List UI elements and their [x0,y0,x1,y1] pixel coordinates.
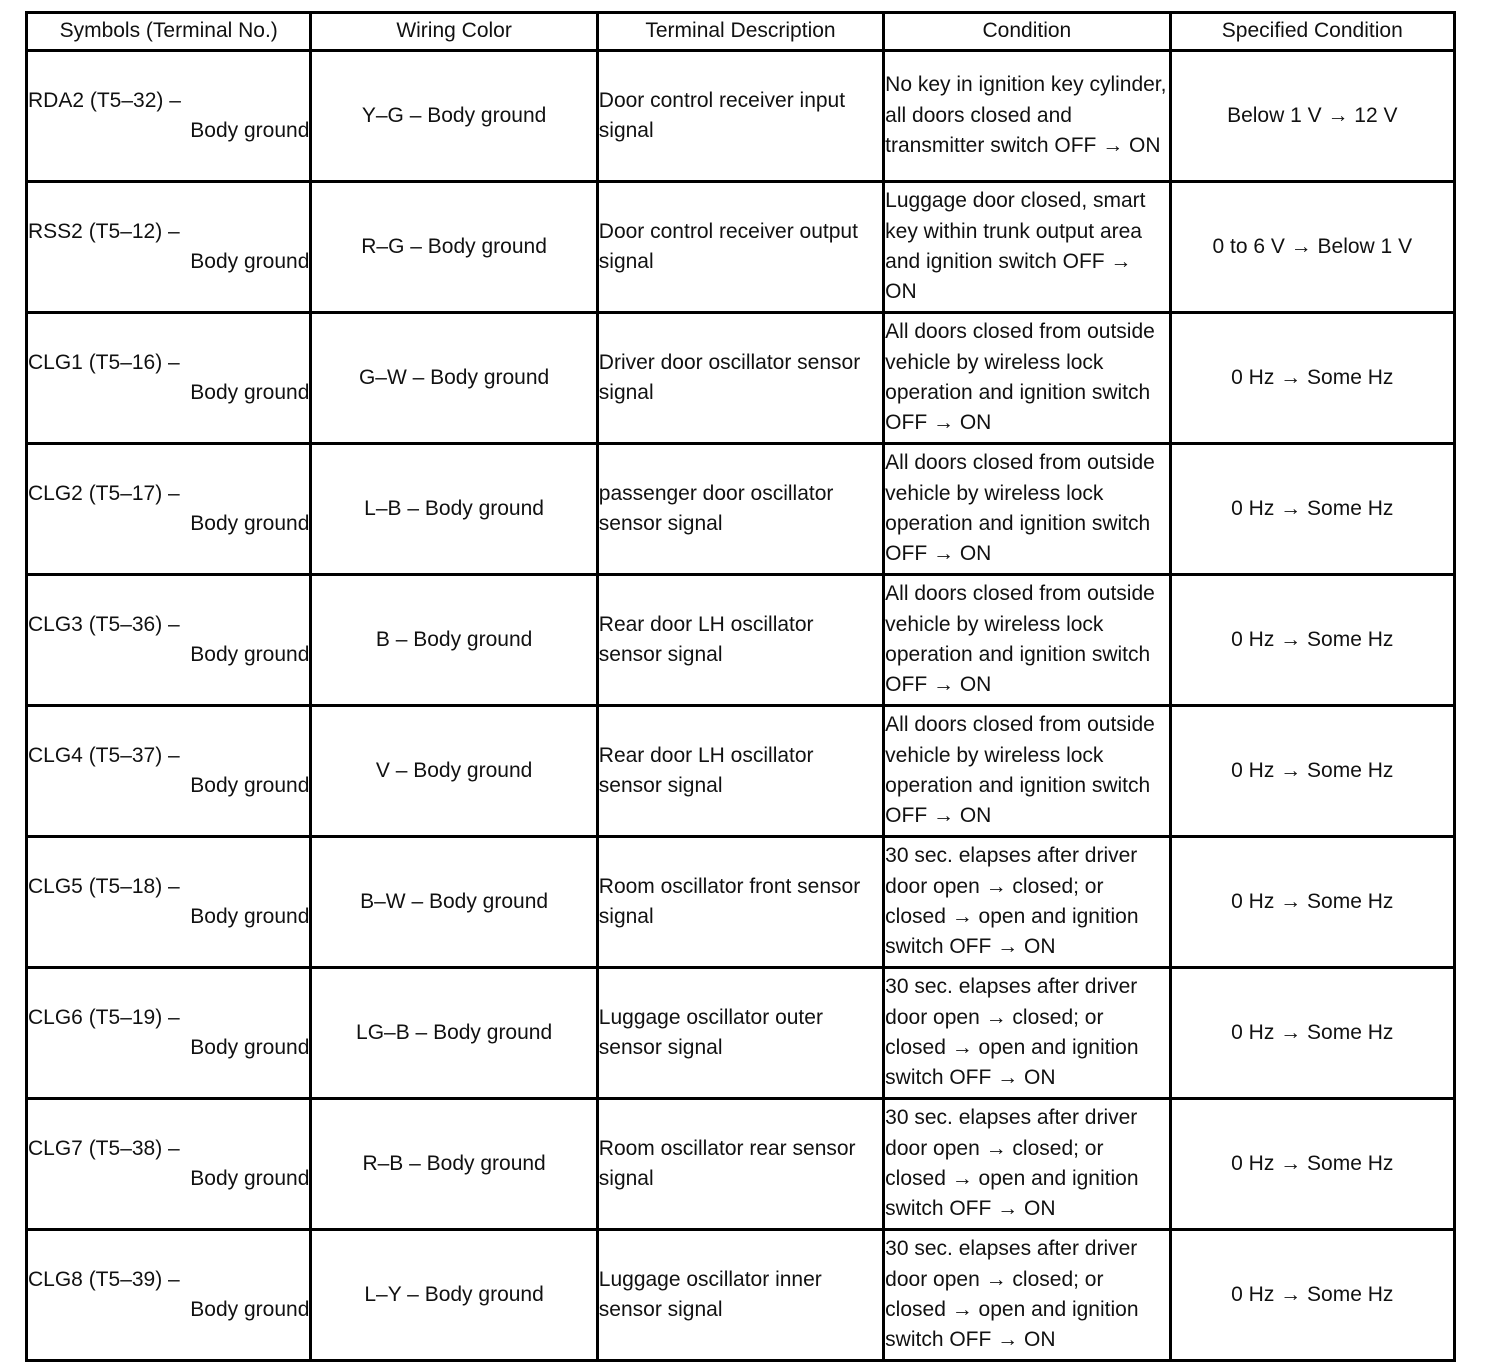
symbol-terminal: CLG3 (T5–36) – [28,612,180,636]
condition-cell: 30 sec. elapses after driver door open → closed; or closed → open and ignition switch OFF → ON [884,837,1170,968]
symbol-terminal: RDA2 (T5–32) – [28,88,181,112]
condition-cell: No key in ignition key cylinder, all doors closed and transmitter switch OFF → ON [884,51,1170,182]
specified-condition-cell: 0 Hz → Some Hz [1170,575,1454,706]
table-row [27,575,1455,706]
wiring-color-cell: V – Body ground [311,706,597,837]
wiring-color-cell: L–B – Body ground [311,444,597,575]
description-cell: Room oscillator rear sensor signal [597,1099,883,1230]
description-cell: Luggage oscillator outer sensor signal [597,968,883,1099]
table-row [27,182,1455,313]
symbol-terminal: RSS2 (T5–12) – [28,219,180,243]
header-row [27,13,1455,51]
symbol-cell [27,1099,311,1230]
description-cell: Rear door LH oscillator sensor signal [597,706,883,837]
specified-condition-cell: 0 to 6 V → Below 1 V [1170,182,1454,313]
specified-condition-cell: 0 Hz → Some Hz [1170,706,1454,837]
symbol-cell [27,182,311,313]
wiring-color-cell: B–W – Body ground [311,837,597,968]
wiring-color-cell: LG–B – Body ground [311,968,597,1099]
description-cell: Room oscillator front sensor signal [597,837,883,968]
symbol-cell [27,968,311,1099]
description-cell: Door control receiver input signal [597,51,883,182]
specified-condition-cell: 0 Hz → Some Hz [1170,313,1454,444]
header-specified-condition: Specified Condition [1170,13,1454,51]
table-row [27,444,1455,575]
condition-cell: All doors closed from outside vehicle by wireless lock operation and ignition switch OFF → ON [884,313,1170,444]
symbol-ground: Body ground [190,250,310,273]
specified-condition-cell: 0 Hz → Some Hz [1170,837,1454,968]
symbol-cell [27,706,311,837]
table-row [27,1230,1455,1361]
symbol-ground: Body ground [190,381,310,404]
specified-condition-cell: 0 Hz → Some Hz [1170,1230,1454,1361]
description-cell: Rear door LH oscillator sensor signal [597,575,883,706]
specified-condition-cell: 0 Hz → Some Hz [1170,968,1454,1099]
symbol-terminal: CLG7 (T5–38) – [28,1136,180,1160]
condition-cell: All doors closed from outside vehicle by wireless lock operation and ignition switch OFF → ON [884,575,1170,706]
symbol-terminal: CLG8 (T5–39) – [28,1267,180,1291]
symbol-ground: Body ground [190,774,310,797]
table-row [27,313,1455,444]
header-terminal-description: Terminal Description [597,13,883,51]
symbol-terminal: CLG5 (T5–18) – [28,874,180,898]
symbol-cell [27,444,311,575]
wiring-color-cell: G–W – Body ground [311,313,597,444]
header-symbols: Symbols (Terminal No.) [27,13,311,51]
condition-cell: Luggage door closed, smart key within trunk output area and ignition switch OFF → ON [884,182,1170,313]
symbol-cell [27,313,311,444]
wiring-color-cell: Y–G – Body ground [311,51,597,182]
table-row [27,1099,1455,1230]
symbol-ground: Body ground [190,119,310,142]
condition-cell: All doors closed from outside vehicle by wireless lock operation and ignition switch OFF → ON [884,706,1170,837]
symbol-terminal: CLG1 (T5–16) – [28,350,180,374]
description-cell: Door control receiver output signal [597,182,883,313]
symbol-ground: Body ground [190,1298,310,1321]
symbol-ground: Body ground [190,643,310,666]
condition-cell: 30 sec. elapses after driver door open → closed; or closed → open and ignition switch OFF → ON [884,1230,1170,1361]
symbol-terminal: CLG2 (T5–17) – [28,481,180,505]
symbol-ground: Body ground [190,512,310,535]
condition-cell: All doors closed from outside vehicle by wireless lock operation and ignition switch OFF → ON [884,444,1170,575]
wiring-color-cell: B – Body ground [311,575,597,706]
header-condition: Condition [884,13,1170,51]
table-body [27,51,1455,1361]
description-cell: Driver door oscillator sensor signal [597,313,883,444]
symbol-terminal: CLG6 (T5–19) – [28,1005,180,1029]
table-row [27,968,1455,1099]
specified-condition-cell: 0 Hz → Some Hz [1170,444,1454,575]
condition-cell: 30 sec. elapses after driver door open → closed; or closed → open and ignition switch OFF → ON [884,968,1170,1099]
specified-condition-cell: 0 Hz → Some Hz [1170,1099,1454,1230]
symbol-terminal: CLG4 (T5–37) – [28,743,180,767]
wiring-color-cell: L–Y – Body ground [311,1230,597,1361]
specified-condition-cell: Below 1 V → 12 V [1170,51,1454,182]
table-row [27,837,1455,968]
symbol-cell [27,575,311,706]
table-header [27,13,1455,51]
symbol-cell [27,1230,311,1361]
symbol-ground: Body ground [190,1167,310,1190]
terminal-table [25,11,1456,1362]
header-wiring-color: Wiring Color [311,13,597,51]
wiring-color-cell: R–G – Body ground [311,182,597,313]
wiring-color-cell: R–B – Body ground [311,1099,597,1230]
symbol-ground: Body ground [190,905,310,928]
table-row [27,706,1455,837]
symbol-cell [27,51,311,182]
description-cell: Luggage oscillator inner sensor signal [597,1230,883,1361]
description-cell: passenger door oscillator sensor signal [597,444,883,575]
condition-cell: 30 sec. elapses after driver door open → closed; or closed → open and ignition switch OFF → ON [884,1099,1170,1230]
symbol-ground: Body ground [190,1036,310,1059]
table-row [27,51,1455,182]
symbol-cell [27,837,311,968]
